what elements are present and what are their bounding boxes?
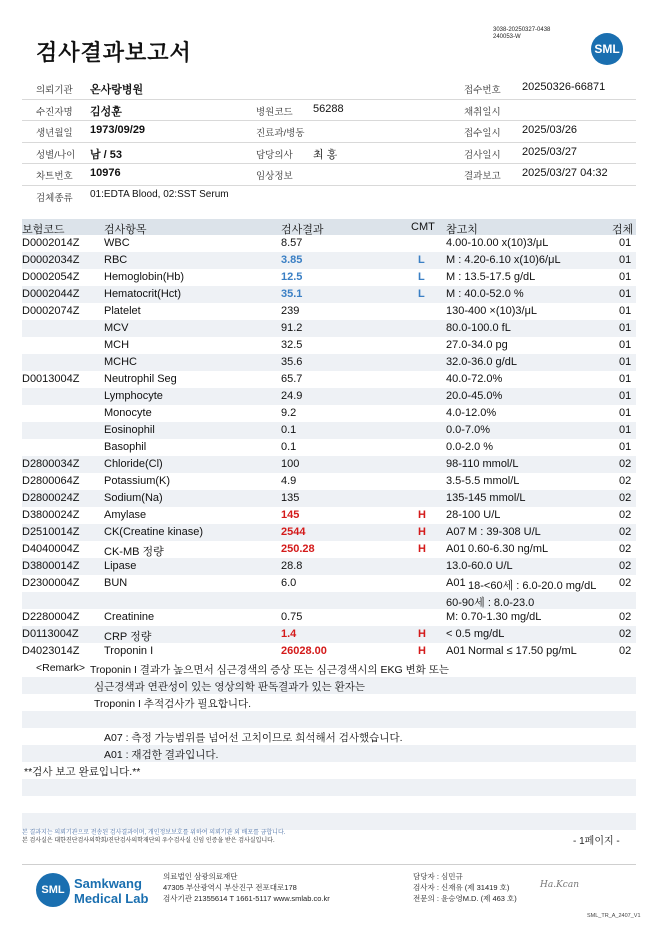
test-result: 91.2: [281, 322, 303, 334]
table-header: [22, 219, 636, 235]
remark-line: [22, 677, 636, 694]
test-date-label: 검사일시: [464, 149, 501, 161]
table-row: [22, 422, 636, 439]
table-row: [22, 558, 636, 575]
insurance-code: D0113004Z: [22, 628, 79, 640]
specimen-code: 02: [619, 458, 632, 470]
test-result: 100: [281, 458, 300, 470]
test-item: Hemoglobin(Hb): [104, 271, 185, 283]
flag: H: [418, 645, 426, 657]
page-title: 검사결과보고서: [36, 40, 192, 65]
receipt-date-value: 2025/03/26: [522, 124, 578, 137]
test-item: CRP 정량: [104, 631, 152, 643]
table-row: [22, 575, 636, 592]
test-result: 6.0: [281, 577, 297, 589]
test-result: 32.5: [281, 339, 303, 351]
reference-range: < 0.5 mg/dL: [446, 628, 505, 640]
remark-line: [22, 796, 636, 813]
reference-range: M : 39-308 U/L: [468, 526, 541, 538]
patient-info: [22, 78, 636, 207]
insurance-code: D3800014Z: [22, 560, 80, 572]
receipt-no-value: 20250326-66871: [522, 81, 606, 93]
specimen-value: 01:EDTA Blood, 02:SST Serum: [90, 188, 229, 200]
test-result: 2544: [281, 526, 306, 538]
reference-range: 4.0-12.0%: [446, 407, 497, 419]
test-item: Basophil: [104, 441, 147, 453]
table-body: [22, 235, 636, 660]
test-item: Creatinine: [104, 611, 155, 623]
specimen-code: 02: [619, 509, 632, 521]
table-row: [22, 286, 636, 303]
info-row: [22, 100, 636, 122]
test-result: 28.8: [281, 560, 303, 572]
test-result: 0.1: [281, 424, 297, 436]
reference-range: 0.60-6.30 ng/mL: [468, 543, 549, 555]
table-row: [22, 507, 636, 524]
remark-line: [22, 745, 636, 762]
reference-range: 0.0-2.0 %: [446, 441, 494, 453]
remark-line: [22, 694, 636, 711]
report-date-value: 2025/03/27 04:32: [522, 167, 608, 180]
reference-range: Normal ≤ 17.50 pg/mL: [468, 645, 577, 657]
comment-code: A01: [446, 543, 466, 555]
chart-label: 차트번호: [36, 171, 73, 183]
insurance-code: D2280004Z: [22, 611, 80, 623]
remark-line: [22, 660, 636, 677]
insurance-code: D2800034Z: [22, 458, 80, 470]
results-table: [22, 219, 636, 660]
table-row: [22, 490, 636, 507]
reference-range: 18-<60세 : 6.0-20.0 mg/dL: [468, 580, 597, 592]
info-row: [22, 164, 636, 186]
form-code: SML_TR_A_2407_V1: [587, 913, 641, 919]
insurance-code: D4023014Z: [22, 645, 80, 657]
table-row: [22, 388, 636, 405]
reference-range: 3.5-5.5 mmol/L: [446, 475, 520, 487]
table-row: [22, 235, 636, 252]
test-item: Sodium(Na): [104, 492, 163, 504]
test-result: 12.5: [281, 271, 303, 283]
flag: H: [418, 628, 426, 640]
specimen-code: 02: [619, 611, 632, 623]
reference-range: 130-400 ×(10)3/μL: [446, 305, 538, 317]
reference-range: 98-110 mmol/L: [446, 458, 519, 470]
info-row: [22, 143, 636, 165]
test-result: 9.2: [281, 407, 297, 419]
comment-code: A01: [446, 577, 466, 589]
table-row: [22, 524, 636, 541]
specialist: 전문의 : 윤승영M.D. (제 463 호): [413, 894, 517, 903]
footer-notes: [22, 829, 285, 845]
table-row: [22, 643, 636, 660]
specimen-code: 02: [619, 526, 632, 538]
info-row: [22, 186, 636, 207]
sex-age-label: 성별/나이: [36, 149, 76, 161]
document-code-line2: 240053-W: [493, 34, 521, 40]
specimen-code: 01: [619, 339, 632, 351]
brand-line-1: Samkwang: [74, 876, 142, 891]
test-result: 24.9: [281, 390, 303, 402]
collect-date-label: 채취일시: [464, 106, 501, 118]
reference-range: 0.0-7.0%: [446, 424, 491, 436]
table-row: [22, 456, 636, 473]
page-number: - 1페이지 -: [573, 836, 620, 847]
header-reference: 참고치: [446, 224, 478, 236]
test-item: Neutrophil Seg: [104, 373, 177, 385]
insurance-code: D2300004Z: [22, 577, 80, 589]
test-item: WBC: [104, 237, 130, 249]
test-result: 35.6: [281, 356, 303, 368]
specimen-label: 검체종류: [36, 192, 73, 204]
test-item: CK(Creatine kinase): [104, 526, 204, 538]
reference-range: M : 4.20-6.10 x(10)6/μL: [446, 254, 561, 266]
specimen-code: 01: [619, 390, 632, 402]
reference-range: 40.0-72.0%: [446, 373, 503, 385]
test-result: 145: [281, 509, 300, 521]
insurance-code: D2510014Z: [22, 526, 80, 538]
specimen-code: 02: [619, 560, 632, 572]
table-row: [22, 269, 636, 286]
remark-line: [22, 728, 636, 745]
reference-range: M : 40.0-52.0 %: [446, 288, 524, 300]
clinical-label: 임상정보: [256, 171, 293, 183]
test-date-value: 2025/03/27: [522, 145, 578, 158]
info-row: [22, 78, 636, 100]
insurance-code: D0002034Z: [22, 254, 80, 266]
specimen-code: 01: [619, 254, 632, 266]
table-row: [22, 405, 636, 422]
remarks-section: [22, 660, 636, 830]
reference-range: M : 13.5-17.5 g/dL: [446, 271, 536, 283]
test-item: Eosinophil: [104, 424, 155, 436]
flag: L: [418, 254, 425, 266]
doctor-label: 담당의사: [256, 149, 293, 161]
remark-line: [22, 762, 636, 779]
report-complete: **검사 보고 완료입니다.**: [24, 766, 141, 778]
patient-label: 수진자명: [36, 106, 73, 118]
flag: L: [418, 288, 425, 300]
test-item: Monocyte: [104, 407, 152, 419]
header-item: 검사항목: [104, 224, 147, 236]
test-item: Troponin I: [104, 645, 154, 657]
insurance-code: D0002074Z: [22, 305, 80, 317]
insurance-code: D0002014Z: [22, 237, 80, 249]
footer-note-1: 본 결과지는 의뢰기관으로 전송된 검사결과이며, 개인정보보호를 위하여 의뢰기관 외 배포를 금합니다.: [22, 830, 286, 836]
table-row: [22, 371, 636, 388]
birth-label: 생년월일: [36, 128, 73, 140]
footer-note-2: 본 검사실은 대한진단검사의학회/진단검사의학재단의 우수검사실 신임 인증을 받은 검사실입니다.: [22, 838, 275, 844]
table-row: [22, 337, 636, 354]
test-item: RBC: [104, 254, 128, 266]
test-result: 0.1: [281, 441, 297, 453]
table-row: [22, 252, 636, 269]
test-result: 135: [281, 492, 300, 504]
test-result: 35.1: [281, 288, 303, 300]
remark-text-1: Troponin I 결과가 높으면서 심근경색의 증상 또는 심근경색시의 EKG 변화 또는: [90, 664, 450, 676]
specimen-code: 02: [619, 492, 632, 504]
table-row: [22, 609, 636, 626]
institution-value: 온사랑병원: [90, 84, 144, 96]
institution-label: 의뢰기관: [36, 85, 73, 96]
test-item: Chloride(Cl): [104, 458, 163, 470]
specimen-code: 02: [619, 628, 632, 640]
report-date-label: 결과보고: [464, 171, 501, 183]
test-item: MCV: [104, 322, 129, 334]
test-result: 0.75: [281, 611, 303, 623]
table-row: [22, 473, 636, 490]
handwritten-signature: Ha.Kcan: [540, 880, 580, 890]
test-result: 65.7: [281, 373, 303, 385]
receipt-no-label: 접수번호: [464, 85, 501, 96]
birth-value: 1973/09/29: [90, 124, 146, 137]
sml-footer-logo: SML: [36, 873, 70, 907]
test-item: MCH: [104, 339, 130, 351]
specimen-code: 01: [619, 424, 632, 436]
specimen-code: 02: [619, 577, 632, 589]
a07-note: A07 : 측정 가능범위를 넘어선 고치이므로 희석해서 검사했습니다.: [104, 732, 403, 744]
reference-range: M: 0.70-1.30 mg/dL: [446, 611, 542, 623]
test-result: 26028.00: [281, 645, 327, 657]
test-result: 239: [281, 305, 300, 317]
reference-range: 4.00-10.00 x(10)3/μL: [446, 237, 549, 249]
insurance-code: D0002054Z: [22, 271, 80, 283]
remark-line: [22, 813, 636, 830]
reference-range: 13.0-60.0 U/L: [446, 560, 513, 572]
info-row: [22, 121, 636, 143]
dept-label: 진료과/병동: [256, 128, 305, 140]
table-row: [22, 626, 636, 643]
table-row: [22, 354, 636, 371]
flag: H: [418, 526, 426, 538]
test-result: 8.57: [281, 237, 303, 249]
reference-range: 80.0-100.0 fL: [446, 322, 511, 334]
remark-line: [22, 779, 636, 796]
sex-age-value: 남 / 53: [90, 148, 123, 161]
specimen-code: 01: [619, 288, 632, 300]
reference-range: 27.0-34.0 pg: [446, 339, 508, 351]
test-item: BUN: [104, 577, 128, 589]
insurance-code: D0013004Z: [22, 373, 80, 385]
hospital-code-label: 병원코드: [256, 106, 293, 118]
organization-name: 의료법인 삼광의료재단: [163, 872, 238, 881]
header-result: 검사결과: [281, 224, 324, 236]
footer-divider: [22, 864, 636, 865]
flag: H: [418, 509, 426, 521]
comment-code: A01: [446, 645, 466, 657]
specimen-code: 01: [619, 441, 632, 453]
test-item: Hematocrit(Hct): [104, 288, 182, 300]
reference-range: 28-100 U/L: [446, 509, 501, 521]
remark-text-3: Troponin I 추적검사가 필요합니다.: [94, 698, 252, 710]
test-result: 3.85: [281, 254, 303, 266]
table-row: [22, 320, 636, 337]
test-item: Lipase: [104, 560, 137, 572]
doctor-value: 최 홍: [313, 148, 338, 161]
sml-logo: SML: [591, 33, 623, 65]
brand-name: [74, 876, 148, 906]
test-item: MCHC: [104, 356, 137, 368]
flag: L: [418, 271, 425, 283]
test-result: 1.4: [281, 628, 297, 640]
specimen-code: 01: [619, 407, 632, 419]
reference-range: 60-90세 : 8.0-23.0: [446, 597, 535, 609]
specimen-code: 01: [619, 322, 632, 334]
test-item: CK-MB 정량: [104, 546, 164, 558]
header-code: 보험코드: [22, 224, 65, 236]
test-result: 250.28: [281, 543, 315, 555]
hospital-code-value: 56288: [313, 102, 344, 115]
header-specimen: 검체: [612, 224, 634, 236]
test-item: Potassium(K): [104, 475, 171, 487]
table-row: [22, 592, 636, 609]
document-code-line1: 3038-20250327-0438: [493, 27, 551, 33]
organization-info: [163, 871, 330, 904]
specimen-code: 01: [619, 356, 632, 368]
signatories: [413, 871, 517, 904]
test-result: 4.9: [281, 475, 297, 487]
comment-code: A07: [446, 526, 466, 538]
chart-value: 10976: [90, 167, 121, 180]
manager: 담당자 : 심민규: [413, 872, 463, 881]
insurance-code: D4040004Z: [22, 543, 80, 555]
insurance-code: D0002044Z: [22, 288, 80, 300]
specimen-code: 02: [619, 475, 632, 487]
specimen-code: 01: [619, 305, 632, 317]
test-item: Platelet: [104, 305, 141, 317]
remark-label: <Remark>: [36, 662, 86, 674]
organization-contact: 검사기관 21355614 T 1661-5117 www.smlab.co.kr: [163, 894, 330, 903]
table-row: [22, 541, 636, 558]
a01-note: A01 : 재검한 결과입니다.: [104, 749, 219, 761]
organization-address: 47305 부산광역시 부산진구 전포대로178: [163, 883, 297, 892]
insurance-code: D2800024Z: [22, 492, 80, 504]
header-cmt: CMT: [411, 221, 435, 233]
document-code: [493, 27, 550, 41]
insurance-code: D3800024Z: [22, 509, 80, 521]
remark-text-2: 심근경색과 연관성이 있는 영상의학 판독결과가 있는 환자는: [94, 681, 366, 693]
table-row: [22, 303, 636, 320]
specimen-code: 01: [619, 271, 632, 283]
reference-range: 32.0-36.0 g/dL: [446, 356, 517, 368]
specimen-code: 01: [619, 373, 632, 385]
specimen-code: 02: [619, 543, 632, 555]
table-row: [22, 439, 636, 456]
insurance-code: D2800064Z: [22, 475, 80, 487]
brand-line-2: Medical Lab: [74, 891, 149, 906]
patient-value: 김성훈: [90, 105, 122, 118]
remark-line: [22, 711, 636, 728]
reference-range: 135-145 mmol/L: [446, 492, 526, 504]
flag: H: [418, 543, 426, 555]
examiner: 검사자 : 신재유 (제 31419 호): [413, 883, 510, 892]
test-item: Amylase: [104, 509, 147, 521]
reference-range: 20.0-45.0%: [446, 390, 503, 402]
specimen-code: 01: [619, 237, 632, 249]
specimen-code: 02: [619, 645, 632, 657]
receipt-date-label: 접수일시: [464, 128, 501, 140]
test-item: Lymphocyte: [104, 390, 163, 402]
